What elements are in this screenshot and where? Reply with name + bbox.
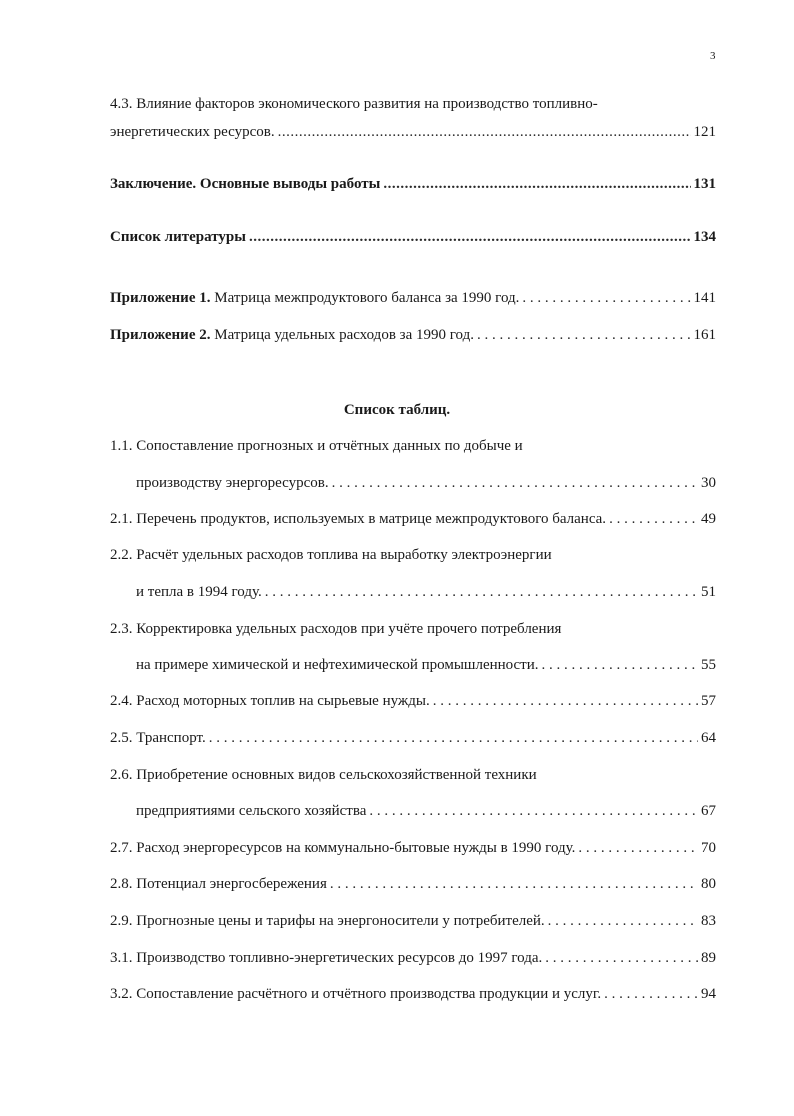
toc-entry-4-3-line2 [110, 124, 716, 141]
table-entry-text: 2.9. Прогнозные цены и тарифы на энергоносители у потребителей. [110, 913, 545, 929]
toc-entry-text: Матрица межпродуктового баланса за 1990 год. [210, 290, 520, 306]
page-ref: 161 [693, 327, 716, 343]
table-entry-text: предприятиями сельского хозяйства [136, 803, 367, 819]
page-ref: 30 [701, 475, 716, 491]
page-ref: 141 [693, 290, 716, 306]
toc-entry-references [110, 229, 716, 246]
table-entry-2-7 [110, 840, 716, 857]
page-ref: 57 [701, 693, 716, 709]
table-entry-2-4 [110, 693, 716, 710]
table-entry-text: 2.7. Расход энергоресурсов на коммунально-бытовые нужды в 1990 году. [110, 840, 576, 856]
table-entry-text: 2.4. Расход моторных топлив на сырьевые нужды. [110, 693, 430, 709]
table-entry-text: 2.1. Перечень продуктов, используемых в матрице межпродуктового баланса. [110, 511, 607, 527]
dot-leader [548, 913, 698, 930]
table-entry-2-5 [110, 730, 716, 747]
table-entry-text: на примере химической и нефтехимической промышленности. [136, 657, 539, 673]
table-entry-text: 2.5. Транспорт. [110, 730, 206, 746]
table-entry-2-1 [110, 511, 716, 528]
dot-leader [265, 584, 698, 601]
table-entry-text: 2.3. Корректировка удельных расходов при учёте прочего потребления [110, 621, 562, 637]
page-ref: 67 [701, 803, 716, 819]
appendix-label: Приложение 2. [110, 327, 211, 343]
dot-leader [609, 511, 698, 528]
toc-entry-4-3-line1 [110, 96, 598, 113]
dot-leader [578, 840, 698, 857]
toc-entry-appendix-1 [110, 290, 716, 307]
table-entry-text: 3.1. Производство топливно-энергетических ресурсов до 1997 года. [110, 950, 543, 966]
dot-leader [604, 986, 698, 1003]
dot-leader [332, 475, 698, 492]
page-number: 3 [710, 50, 716, 62]
table-entry-text: 2.2. Расчёт удельных расходов топлива на выработку электроэнергии [110, 547, 552, 563]
dot-leader [330, 876, 698, 893]
toc-entry-text: Список литературы [110, 229, 246, 245]
dot-leader [278, 124, 691, 141]
dot-leader [433, 693, 698, 710]
dot-leader [522, 290, 690, 307]
table-entry-2-3-line2 [136, 657, 716, 674]
page-ref: 55 [701, 657, 716, 673]
table-entry-3-2 [110, 986, 716, 1003]
table-entry-2-6-line1 [110, 767, 537, 784]
page-ref: 121 [693, 124, 716, 140]
toc-entry-text: Заключение. Основные выводы работы [110, 176, 381, 192]
table-entry-text: и тепла в 1994 году. [136, 584, 262, 600]
page-ref: 49 [701, 511, 716, 527]
table-entry-text: 1.1. Сопоставление прогнозных и отчётных данных по добыче и [110, 438, 523, 454]
table-entry-2-8 [110, 876, 716, 893]
table-entry-2-3-line1 [110, 621, 561, 638]
table-entry-text: производству энергоресурсов. [136, 475, 329, 491]
dot-leader [249, 229, 691, 246]
table-entry-text: 2.8. Потенциал энергосбережения [110, 876, 327, 892]
page-ref: 131 [693, 176, 716, 192]
appendix-label: Приложение 1. [110, 290, 211, 306]
toc-entry-text: энергетических ресурсов. [110, 124, 275, 140]
page-ref: 70 [701, 840, 716, 856]
dot-leader [369, 803, 698, 820]
table-entry-3-1 [110, 950, 716, 967]
page-ref: 94 [701, 986, 716, 1002]
toc-entry-appendix-2 [110, 327, 716, 344]
toc-entry-text: Матрица удельных расходов за 1990 год. [210, 327, 474, 343]
dot-leader [477, 327, 691, 344]
page-ref: 64 [701, 730, 716, 746]
table-entry-2-9 [110, 913, 716, 930]
page-ref: 80 [701, 876, 716, 892]
page-ref: 51 [701, 584, 716, 600]
table-entry-2-2-line2 [136, 584, 716, 601]
dot-leader [545, 950, 698, 967]
table-entry-1-1-line1 [110, 438, 523, 455]
toc-entry-conclusion [110, 176, 716, 193]
page-ref: 134 [693, 229, 716, 245]
page-ref: 83 [701, 913, 716, 929]
table-entry-2-2-line1 [110, 547, 552, 564]
dot-leader [383, 176, 690, 193]
toc-entry-text: 4.3. Влияние факторов экономического развития на производство топливно- [110, 96, 598, 112]
table-entry-text: 2.6. Приобретение основных видов сельскохозяйственной техники [110, 767, 537, 783]
dot-leader [542, 657, 698, 674]
page-ref: 89 [701, 950, 716, 966]
table-entry-2-6-line2 [136, 803, 716, 820]
table-entry-text: 3.2. Сопоставление расчётного и отчётного производства продукции и услуг. [110, 986, 602, 1002]
tables-section-title: Список таблиц. [343, 402, 451, 418]
table-entry-1-1-line2 [136, 475, 716, 492]
dot-leader [209, 730, 698, 747]
